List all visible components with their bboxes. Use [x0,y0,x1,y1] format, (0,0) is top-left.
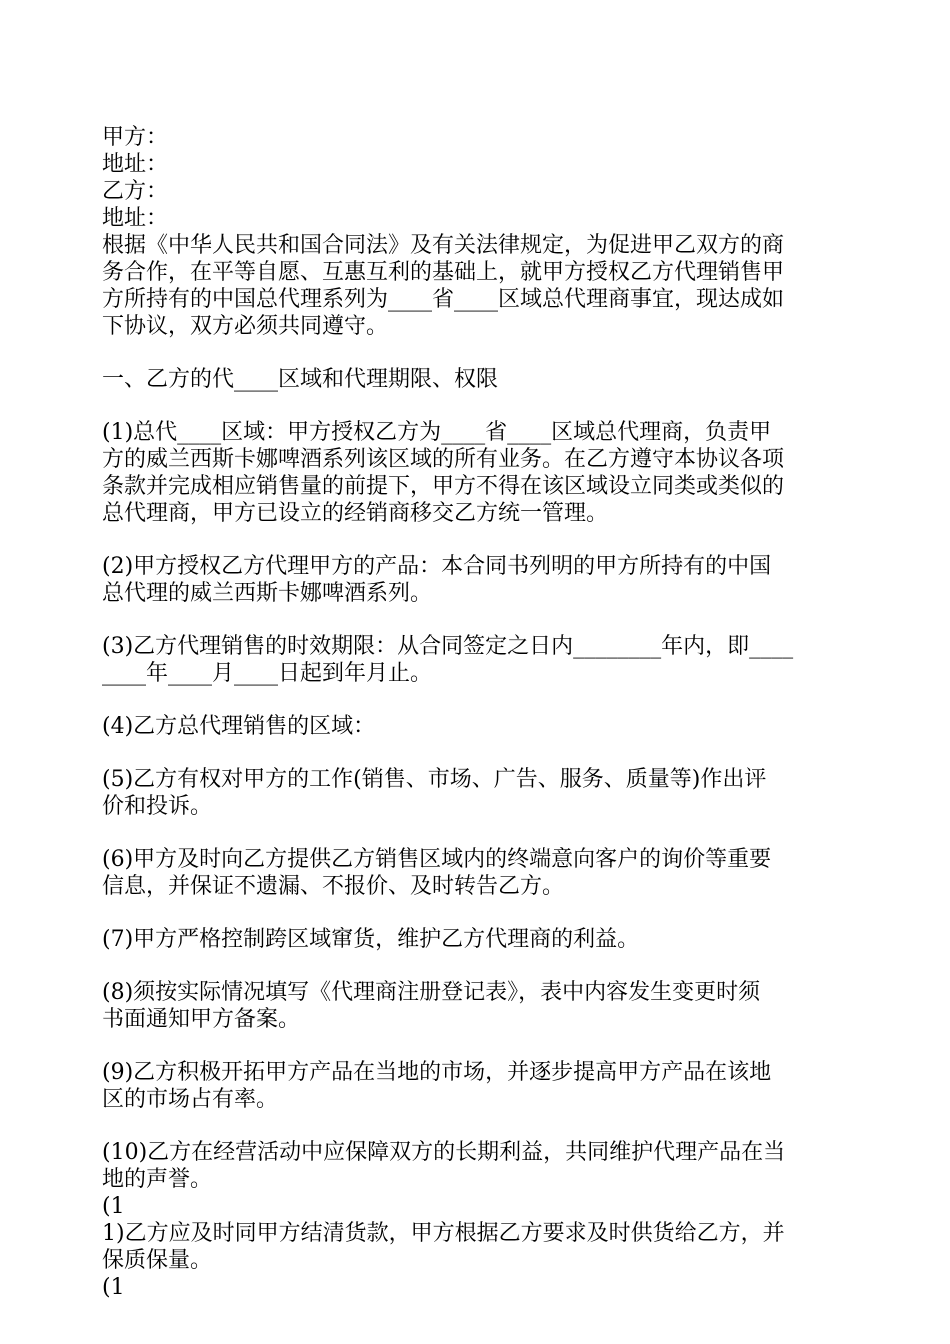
paragraph-gap [102,607,852,633]
clause-7 [102,926,852,953]
paragraph-gap [102,340,852,366]
document-page [102,124,852,1301]
clause-9 [102,1059,852,1113]
clause-line: (5)乙方有权对甲方的工作(销售、市场、广告、服务、质量等)作出评 [102,767,767,792]
party-b-label: 乙方： [102,179,169,204]
clause-3 [102,633,852,687]
intro-paragraph [102,232,852,340]
clause-line: 价和投诉。 [102,794,213,819]
clause-line: (1 [102,1194,125,1219]
clause-line: (8)须按实际情况填写《代理商注册登记表》，表中内容发生变更时须 [102,980,761,1005]
intro-line: 根据《中华人民共和国合同法》及有关法律规定，为促进甲乙双方的商 [102,233,785,258]
clause-line: 书面通知甲方备案。 [102,1007,301,1032]
clause-line: (4)乙方总代理销售的区域： [102,714,376,739]
party-a-address-label: 地址： [102,152,169,177]
paragraph-gap [102,900,852,926]
clause-line: (1)总代____区域：甲方授权乙方为____省____区域总代理商，负责甲 [102,420,772,445]
clause-line: (2)甲方授权乙方代理甲方的产品：本合同书列明的甲方所持有的中国 [102,554,772,579]
clause-line: ____年____月____日起到年月止。 [102,661,433,686]
clause-line: 方的威兰西斯卡娜啤酒系列该区域的所有业务。在乙方遵守本协议各项 [102,447,785,472]
clause-11-fragment [102,1193,852,1301]
intro-line: 方所持有的中国总代理系列为____省____区域总代理商事宜，现达成如 [102,287,785,312]
clause-8 [102,979,852,1033]
contract-header [102,124,852,232]
clause-line: 信息，并保证不遗漏、不报价、及时转告乙方。 [102,874,565,899]
clause-line: (9)乙方积极开拓甲方产品在当地的市场，并逐步提高甲方产品在该地 [102,1060,772,1085]
clause-line: (7)甲方严格控制跨区域窜货，维护乙方代理商的利益。 [102,927,640,952]
paragraph-gap [102,527,852,553]
clause-line: 1)乙方应及时同甲方结清货款，甲方根据乙方要求及时供货给乙方，并 [102,1221,785,1246]
clause-line: 保质保量。 [102,1248,213,1273]
clause-1 [102,419,852,527]
clause-line: 区的市场占有率。 [102,1087,279,1112]
clause-10 [102,1139,852,1193]
clause-line: (3)乙方代理销售的时效期限：从合同签定之日内________年内，即____ [102,634,794,659]
clause-line: 条款并完成相应销售量的前提下，甲方不得在该区域设立同类或类似的 [102,474,785,499]
clause-5 [102,766,852,820]
clause-line: 总代理的威兰西斯卡娜啤酒系列。 [102,581,433,606]
paragraph-gap [102,1033,852,1059]
clause-line: 地的声誉。 [102,1167,213,1192]
paragraph-gap [102,820,852,846]
party-b-address-label: 地址： [102,206,169,231]
clause-2 [102,553,852,607]
paragraph-gap [102,1113,852,1139]
clause-6 [102,846,852,900]
intro-line: 务合作，在平等自愿、互惠互利的基础上，就甲方授权乙方代理销售甲 [102,260,785,285]
paragraph-gap [102,953,852,979]
section-title: 一、乙方的代____区域和代理期限、权限 [102,367,499,392]
intro-line: 下协议，双方必须共同遵守。 [102,314,389,339]
clause-4 [102,713,852,740]
party-a-label: 甲方： [102,125,169,150]
clause-line: (6)甲方及时向乙方提供乙方销售区域内的终端意向客户的询价等重要 [102,847,772,872]
paragraph-gap [102,740,852,766]
clause-line: 总代理商，甲方已设立的经销商移交乙方统一管理。 [102,501,609,526]
paragraph-gap [102,393,852,419]
clause-line: (1 [102,1275,125,1300]
paragraph-gap [102,687,852,713]
clause-line: (10)乙方在经营活动中应保障双方的长期利益，共同维护代理产品在当 [102,1140,786,1165]
